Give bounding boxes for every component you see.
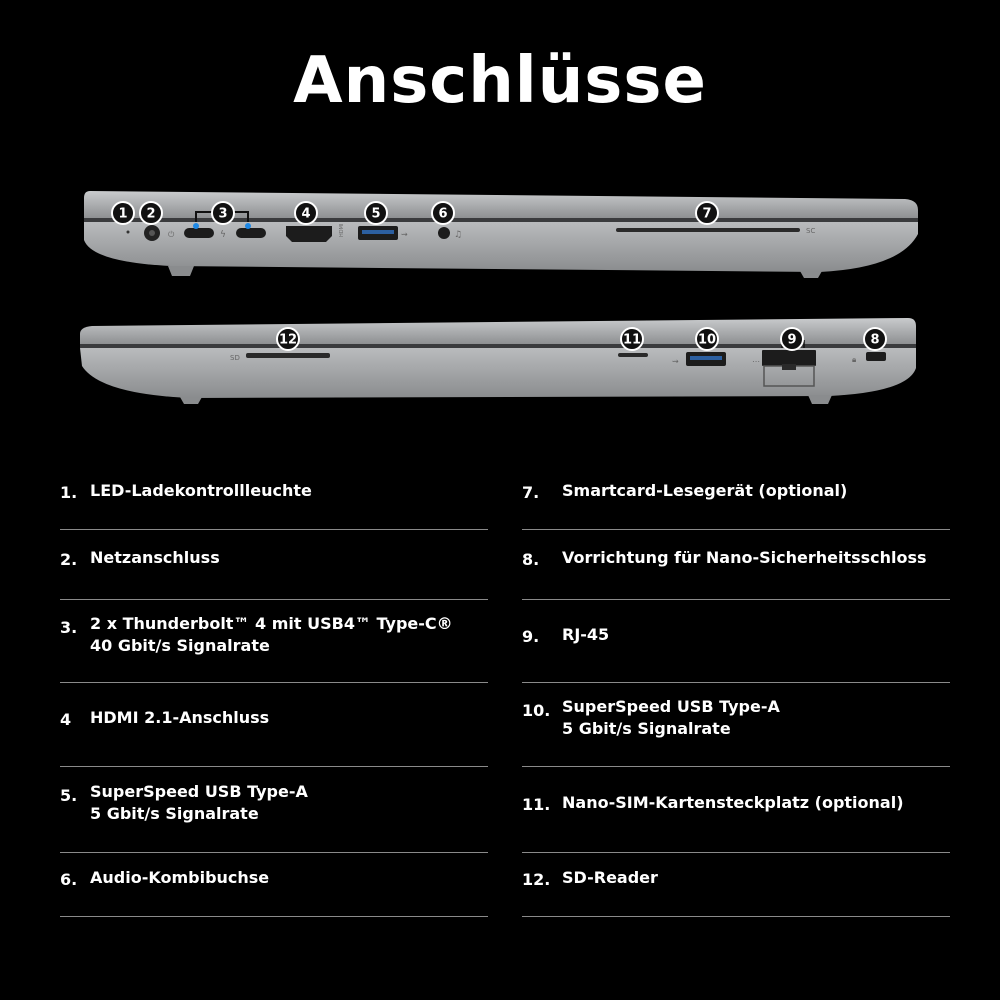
callout-number: 11 [622,332,642,348]
port-list-item [60,683,488,767]
callout-number: 4 [301,206,311,222]
port-description-line: Audio-Kombibuchse [90,868,270,887]
thunderbolt-port-2 [236,228,266,238]
port-list-item [522,466,950,530]
callout-number: 9 [787,332,797,348]
port-description [90,707,488,729]
page-title: Anschlüsse [293,44,707,118]
laptop-side-views [0,180,1000,420]
thunderbolt-led-1 [193,223,199,229]
callout-number: 2 [146,206,156,222]
port-description-line: 5 Gbit/s Signalrate [90,804,259,823]
port-description-line: SuperSpeed USB Type-A [562,697,780,716]
rj45-port [762,350,816,366]
callout-number: 6 [438,206,448,222]
port-description [562,792,950,814]
power-port-pin [149,230,155,236]
port-number: 3. [60,618,78,637]
port-list-item [60,853,488,917]
port-description-line: LED-Ladekontrollleuchte [90,481,312,500]
laptop-foot [180,397,202,404]
smartcard-slot [616,228,800,232]
port-number: 2. [60,550,78,569]
port-number: 8. [522,550,540,569]
port-description [562,696,950,740]
port-number: 4 [60,710,72,729]
port-number: 7. [522,483,540,502]
port-number: 9. [522,627,540,646]
port-description [90,480,488,502]
nano-sim-slot [618,353,648,357]
power-symbol: ⏻ [168,230,175,239]
port-list-item [522,530,950,600]
port-description [90,867,488,889]
port-description [562,867,950,889]
callout-number: 7 [702,206,712,222]
laptop-foot [800,271,822,278]
callout-number: 8 [870,332,880,348]
thunderbolt-symbol: ϟ [220,230,226,240]
thunderbolt-port-1 [184,228,214,238]
hdmi-port [286,226,332,242]
port-description-line: Vorrichtung für Nano-Sicherheitsschloss [562,548,927,567]
port-description [90,613,488,657]
callout-number: 1 [118,206,128,222]
port-description-line: SuperSpeed USB Type-A [90,782,308,801]
port-list-item [522,767,950,853]
port-list-item [60,530,488,600]
port-number: 5. [60,786,78,805]
port-number: 10. [522,701,551,720]
port-description [562,480,950,502]
port-list-item [60,600,488,683]
port-description-line: RJ-45 [562,625,610,644]
usb-a-tongue [690,356,722,360]
rj45-clip [782,364,796,370]
nano-lock-slot [866,352,886,361]
charge-led [127,231,130,234]
laptop-lid [84,191,918,218]
port-list-item [522,853,950,917]
lock-symbol: 🔒︎ [852,355,857,364]
sd-slot [246,353,330,358]
port-description-line: Nano-SIM-Kartensteckplatz (optional) [562,793,904,812]
port-description [562,547,950,569]
port-list-item [522,600,950,683]
audio-jack [438,227,450,239]
port-number: 11. [522,795,551,814]
hdmi-logo: HDMI [339,223,345,237]
smartcard-label: SC [806,227,816,235]
port-number: 1. [60,483,78,502]
port-list-left [60,466,488,917]
usb-ss-symbol: ⇝ [672,357,679,366]
sd-label: SD [230,354,240,362]
port-description-line: SD-Reader [562,868,658,887]
usb-a-tongue [362,230,394,234]
callout-number: 10 [697,332,717,348]
callout-number: 12 [278,332,298,348]
port-description-line: Netzanschluss [90,548,220,567]
port-description [90,781,488,825]
port-description [562,624,950,646]
port-number: 6. [60,870,78,889]
port-list-item [522,683,950,767]
port-description-line: 2 x Thunderbolt™ 4 mit USB4™ Type-C® [90,614,453,633]
callout-number: 5 [371,206,381,222]
port-description-line: HDMI 2.1-Anschluss [90,708,270,727]
thunderbolt-led-2 [245,223,251,229]
laptop-foot [808,395,832,404]
port-description-line: Smartcard-Lesegerät (optional) [562,481,848,500]
port-number: 12. [522,870,551,889]
port-description-line: 5 Gbit/s Signalrate [562,719,731,738]
laptop-foot [168,266,194,276]
port-list-right [522,466,950,917]
callout-number: 3 [218,206,228,222]
laptop-seam [84,218,918,222]
usb-ss-symbol: ⇝ [401,230,408,239]
port-list-item [60,767,488,853]
port-description [90,547,488,569]
headphone-icon: ♫ [454,230,463,240]
network-symbol: ⋯ [752,357,760,366]
laptop-left-side [84,191,918,278]
port-description-line: 40 Gbit/s Signalrate [90,636,270,655]
port-list-item [60,466,488,530]
